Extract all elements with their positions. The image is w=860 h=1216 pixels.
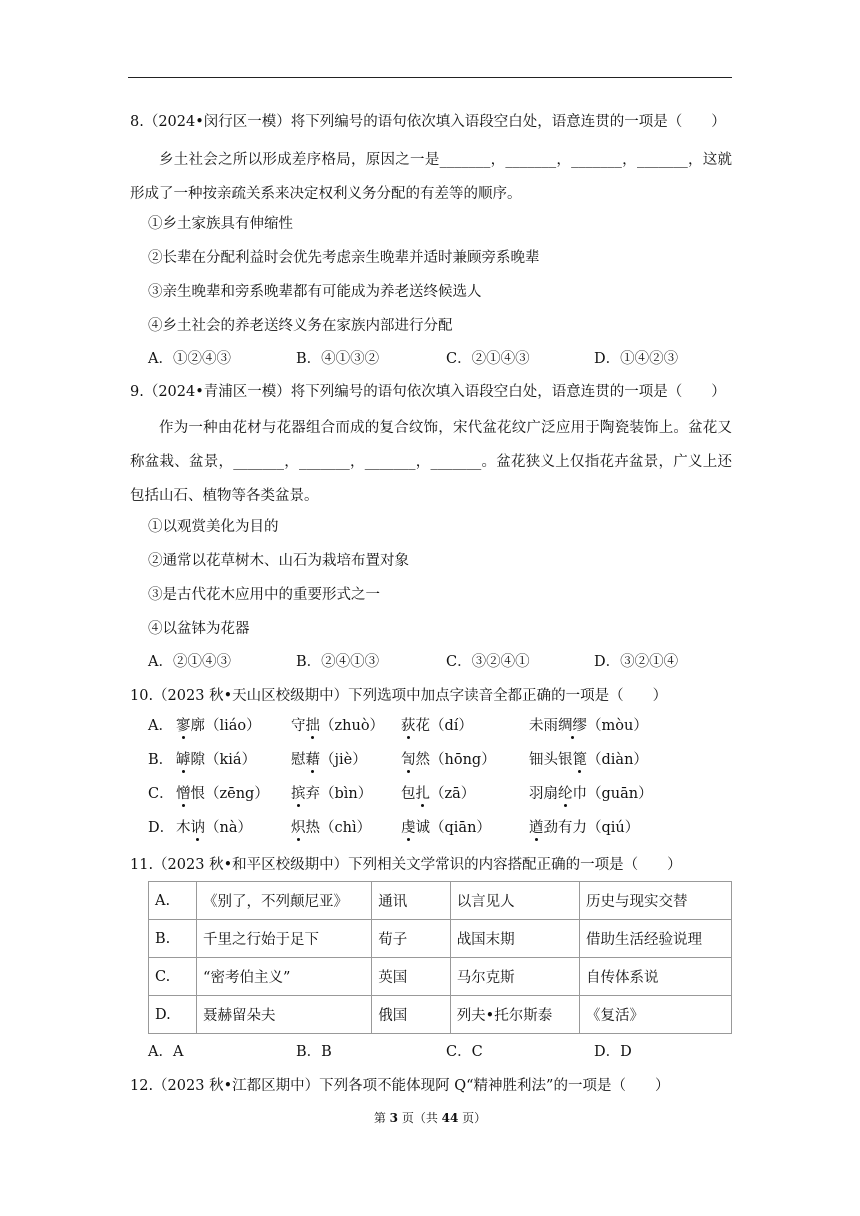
dotted-character: 訇 — [401, 752, 416, 768]
question-11-table — [148, 881, 732, 1034]
pinyin-text: （nà） — [205, 820, 252, 836]
pinyin-text: 然（hōng） — [415, 752, 496, 768]
option-label: D． — [148, 820, 175, 836]
question-8-item-1: ①乡土家族具有伸缩性 — [148, 216, 293, 232]
table-cell: B. — [149, 920, 197, 958]
choice-d[interactable]: D．③②①④ — [594, 654, 679, 670]
plain-text: 守 — [291, 718, 306, 734]
word-pronunciation — [291, 750, 367, 770]
table-cell: 马尔克斯 — [450, 958, 579, 996]
word-pronunciation — [529, 784, 653, 804]
choice-c[interactable]: C．③②④① — [446, 654, 530, 670]
dotted-character: 拙 — [305, 718, 320, 734]
question-10-stem: 10.（2023 秋•天山区校级期中）下列选项中加点字读音全都正确的一项是（ ） — [130, 688, 668, 704]
choice-d[interactable]: D．①④②③ — [594, 351, 679, 367]
option-label: C． — [148, 786, 174, 802]
word-pronunciation — [529, 716, 648, 736]
plain-text: 木 — [176, 820, 191, 836]
question-9-passage: 作为一种由花材与花器组合而成的复合纹饰，宋代盆花纹广泛应用于陶瓷装饰上。盆花又称盆栽、盆景，_______，_______，_______，_______。盆花狭义上仅指花卉盆景，广义上还包括山石、植物等各类盆景。 — [130, 420, 732, 504]
page-footer — [0, 1109, 860, 1126]
word-pronunciation — [529, 818, 639, 838]
table-row — [149, 882, 732, 920]
header-rule — [128, 77, 732, 78]
word-pronunciation — [529, 750, 648, 770]
dotted-character: 炽 — [291, 820, 306, 836]
table-cell: 千里之行始于足下 — [197, 920, 372, 958]
word-pronunciation — [291, 716, 384, 736]
footer-page-number: 3 — [389, 1111, 398, 1125]
table-cell: 聂赫留朵夫 — [197, 996, 372, 1034]
word-pronunciation — [176, 716, 261, 736]
dotted-character: 憎 — [176, 786, 191, 802]
question-8-passage: 乡土社会之所以形成差序格局，原因之一是_______，_______，_______，_______，这就形成了一种按亲疏关系来决定权利义务分配的有差等的顺序。 — [130, 152, 732, 202]
pinyin-text: 廓（liáo） — [190, 718, 261, 734]
pinyin-text: 巾（guān） — [572, 786, 653, 802]
word-pronunciation — [291, 784, 372, 804]
question-8-item-3: ③亲生晚辈和旁系晚辈都有可能成为养老送终候选人 — [148, 284, 482, 300]
dotted-character: 篦 — [572, 752, 587, 768]
choice-b[interactable]: B．②④①③ — [296, 654, 380, 670]
dotted-character: 遒 — [529, 820, 544, 836]
option-label: A． — [148, 718, 173, 734]
dotted-character: 藉 — [305, 752, 320, 768]
option-label: B． — [148, 752, 174, 768]
question-9-item-1: ①以观赏美化为目的 — [148, 519, 279, 535]
dotted-character: 罅 — [176, 752, 191, 768]
choice-d[interactable]: D．D — [594, 1044, 632, 1060]
table-row — [149, 958, 732, 996]
question-9-choices — [148, 652, 678, 672]
question-11-stem: 11.（2023 秋•和平区校级期中）下列相关文学常识的内容搭配正确的一项是（ ） — [130, 857, 682, 873]
pinyin-text: （diàn） — [587, 752, 648, 768]
table-cell: 以言见人 — [450, 882, 579, 920]
dotted-character: 讷 — [190, 820, 205, 836]
table-cell: A. — [149, 882, 197, 920]
choice-c[interactable]: C．C — [446, 1044, 483, 1060]
dotted-character: 寥 — [176, 718, 191, 734]
footer-suffix: 页） — [458, 1111, 487, 1125]
question-8-item-4: ④乡土社会的养老送终义务在家族内部进行分配 — [148, 318, 453, 334]
word-pronunciation — [291, 818, 371, 838]
table-cell: D. — [149, 996, 197, 1034]
question-8-choices — [148, 349, 678, 369]
question-9-item-4: ④以盆钵为花器 — [148, 621, 250, 637]
question-8-item-2: ②长辈在分配利益时会优先考虑亲生晚辈并适时兼顾旁系晚辈 — [148, 250, 540, 266]
footer-prefix: 第 — [373, 1111, 390, 1125]
choice-b[interactable]: B．④①③② — [296, 351, 380, 367]
question-9-item-3: ③是古代花木应用中的重要形式之一 — [148, 587, 380, 603]
word-pronunciation — [401, 716, 473, 736]
table-cell: 借助生活经验说理 — [579, 920, 731, 958]
question-9-stem: 9.（2024•青浦区一模）将下列编号的语句依次填入语段空白处，语意连贯的一项是（ ） — [130, 384, 726, 400]
question-9-item-2: ②通常以花草树木、山石为栽培布置对象 — [148, 553, 409, 569]
pinyin-text: 隙（kiá） — [190, 752, 257, 768]
dotted-character: 绸缪 — [558, 718, 587, 734]
word-pronunciation — [401, 818, 491, 838]
table-cell: 列夫•托尔斯泰 — [450, 996, 579, 1034]
table-cell: 《别了，不列颠尼亚》 — [197, 882, 372, 920]
question-12-stem: 12.（2023 秋•江都区期中）下列各项不能体现阿 Q“精神胜利法”的一项是（ ） — [130, 1078, 670, 1094]
table-row — [149, 920, 732, 958]
pinyin-text: （jiè） — [320, 752, 367, 768]
pinyin-text: （zhuò） — [320, 718, 385, 734]
table-cell: 战国末期 — [450, 920, 579, 958]
table-cell: 英国 — [372, 958, 450, 996]
choice-b[interactable]: B．B — [296, 1044, 332, 1060]
pinyin-text: 恨（zēng） — [190, 786, 269, 802]
pinyin-text: （mòu） — [587, 718, 648, 734]
word-pronunciation — [176, 784, 269, 804]
choice-a[interactable]: A．②①④③ — [148, 654, 231, 670]
word-pronunciation — [176, 750, 256, 770]
pinyin-text: 诚（qiān） — [415, 820, 491, 836]
pinyin-text: 劲有力（qiú） — [543, 820, 640, 836]
table-cell: 荀子 — [372, 920, 450, 958]
dotted-character: 荻 — [401, 718, 416, 734]
table-cell: C. — [149, 958, 197, 996]
question-11-choices — [148, 1042, 632, 1062]
choice-c[interactable]: C．②①④③ — [446, 351, 530, 367]
footer-total-pages: 44 — [441, 1111, 459, 1125]
footer-mid: 页（共 — [398, 1111, 442, 1125]
table-cell: 《复活》 — [579, 996, 731, 1034]
table-cell: 通讯 — [372, 882, 450, 920]
dotted-character: 摈 — [291, 786, 306, 802]
question-8-stem: 8.（2024•闵行区一模）将下列编号的语句依次填入语段空白处，语意连贯的一项是（ ） — [130, 114, 726, 130]
pinyin-text: （zā） — [430, 786, 476, 802]
table-cell: 自传体系说 — [579, 958, 731, 996]
plain-text: 未雨 — [529, 718, 558, 734]
word-pronunciation — [401, 784, 475, 804]
pinyin-text: 弃（bìn） — [305, 786, 373, 802]
table-cell: 俄国 — [372, 996, 450, 1034]
dotted-character: 纶 — [558, 786, 573, 802]
word-pronunciation — [401, 750, 496, 770]
choice-a[interactable]: A．①②④③ — [148, 351, 231, 367]
plain-text: 羽扇 — [529, 786, 558, 802]
table-cell: “密考伯主义” — [197, 958, 372, 996]
word-pronunciation — [176, 818, 252, 838]
table-cell: 历史与现实交替 — [579, 882, 731, 920]
pinyin-text: 热（chì） — [305, 820, 372, 836]
plain-text: 包 — [401, 786, 416, 802]
table-row — [149, 996, 732, 1034]
dotted-character: 扎 — [415, 786, 430, 802]
plain-text: 钿头银 — [529, 752, 573, 768]
plain-text: 慰 — [291, 752, 306, 768]
choice-a[interactable]: A．A — [148, 1044, 184, 1060]
dotted-character: 虔 — [401, 820, 416, 836]
pinyin-text: 花（dí） — [415, 718, 473, 734]
